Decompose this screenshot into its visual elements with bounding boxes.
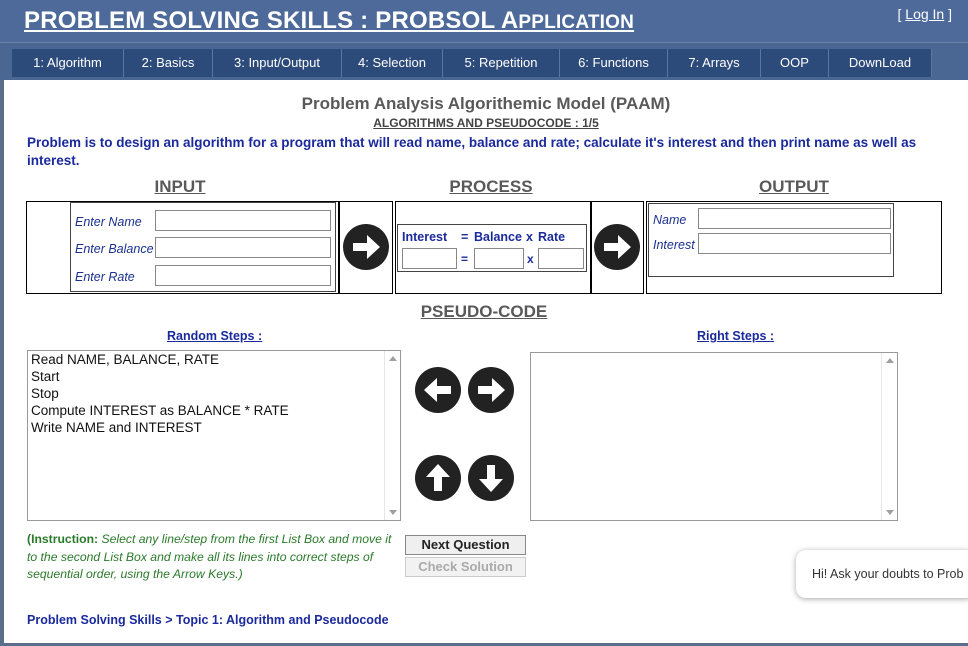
chat-prompt: Hi! Ask your doubts to Prob xyxy=(812,567,964,581)
instruction-prefix: ( xyxy=(27,532,32,546)
nav-bar xyxy=(0,42,968,80)
arrow-box-1 xyxy=(339,201,393,294)
instruction-body: Select any line/step from the first List Box and move it to the second List Box and make all its lines into correct steps of sequential order, using the Arrow Keys.) xyxy=(27,532,392,581)
process-interest-label: Interest xyxy=(402,230,448,244)
input-section-label: INPUT xyxy=(154,177,206,196)
app-title xyxy=(24,7,634,35)
chat-widget[interactable] xyxy=(796,550,968,598)
output-name-field[interactable] xyxy=(698,208,891,229)
nav-menu xyxy=(12,49,932,77)
enter-name-input[interactable] xyxy=(155,210,331,231)
process-balance-input[interactable] xyxy=(474,248,524,269)
next-question-button[interactable]: Next Question xyxy=(405,535,526,555)
move-down-button[interactable] xyxy=(468,455,514,501)
list-item[interactable]: Start xyxy=(31,369,60,384)
move-left-button[interactable] xyxy=(415,367,461,413)
output-interest-label: Interest xyxy=(653,238,695,252)
process-eq-label: = xyxy=(461,230,469,244)
arrow-down-icon xyxy=(468,455,514,501)
list-item[interactable]: Read NAME, BALANCE, RATE xyxy=(31,352,220,367)
output-box xyxy=(646,201,942,294)
problem-statement: Problem is to design an algorithm for a program that will read name, balance and rate; calculate it's interest and then print name as well as interest. xyxy=(27,135,917,168)
process-inner-box xyxy=(397,224,587,272)
arrow-box-2 xyxy=(590,201,644,294)
right-steps-label: Right Steps : xyxy=(697,329,775,343)
random-steps-listbox[interactable] xyxy=(27,350,401,521)
breadcrumb-separator: > xyxy=(161,613,177,627)
enter-balance-label: Enter Balance xyxy=(75,242,154,256)
enter-balance-input[interactable] xyxy=(155,237,331,258)
input-inner-box xyxy=(70,202,336,292)
arrow-left-icon xyxy=(415,367,461,413)
nav-item-basics[interactable]: 2: Basics xyxy=(124,49,213,77)
page-subtitle: ALGORITHMS AND PSEUDOCODE : 1/5 xyxy=(373,116,599,130)
move-right-button[interactable] xyxy=(468,367,514,413)
arrow-right-icon xyxy=(594,224,640,270)
login-link[interactable]: Log In xyxy=(905,6,945,22)
arrow-right-icon xyxy=(468,367,514,413)
process-x-op: x xyxy=(527,252,534,266)
arrow-right-icon xyxy=(343,224,389,270)
input-box xyxy=(26,201,339,294)
instruction-text xyxy=(27,531,403,584)
process-rate-input[interactable] xyxy=(538,248,584,269)
arrow-up-icon xyxy=(415,455,461,501)
nav-item-arrays[interactable]: 7: Arrays xyxy=(668,49,761,77)
breadcrumb-current[interactable]: Topic 1: Algorithm and Pseudocode xyxy=(176,613,389,627)
right-steps-scrollbar[interactable] xyxy=(881,353,897,520)
nav-item-input-output[interactable]: 3: Input/Output xyxy=(213,49,342,77)
random-steps-scrollbar[interactable] xyxy=(384,351,400,520)
process-box xyxy=(395,201,592,294)
nav-item-selection[interactable]: 4: Selection xyxy=(342,49,443,77)
right-steps-listbox[interactable] xyxy=(530,352,898,521)
scroll-down-icon[interactable] xyxy=(389,510,397,515)
app-title-main: PROBLEM SOLVING SKILLS : PROBSOL A xyxy=(24,7,519,34)
output-section-label: OUTPUT xyxy=(759,177,829,196)
instruction-bold: Instruction: xyxy=(31,532,99,546)
page-title: Problem Analysis Algorithemic Model (PAAM) xyxy=(301,94,671,113)
process-section-label: PROCESS xyxy=(449,177,533,196)
scroll-up-icon[interactable] xyxy=(886,358,894,363)
random-steps-label: Random Steps : xyxy=(167,329,263,343)
enter-name-label: Enter Name xyxy=(75,215,142,229)
list-item[interactable]: Compute INTEREST as BALANCE * RATE xyxy=(31,403,289,418)
nav-item-repetition[interactable]: 5: Repetition xyxy=(443,49,560,77)
process-balance-label: Balance xyxy=(474,230,522,244)
login-bracket-open: [ xyxy=(897,6,906,22)
login-area xyxy=(898,6,953,22)
list-item[interactable]: Stop xyxy=(31,386,59,401)
scroll-up-icon[interactable] xyxy=(389,356,397,361)
process-eq-op: = xyxy=(461,252,469,266)
nav-item-oop[interactable]: OOP xyxy=(761,49,829,77)
app-title-small: PPLICATION xyxy=(518,12,635,33)
app-header xyxy=(0,0,968,42)
output-inner-box xyxy=(648,203,894,277)
list-item[interactable]: Write NAME and INTEREST xyxy=(31,420,202,435)
login-bracket-close: ] xyxy=(944,6,952,22)
check-solution-button[interactable]: Check Solution xyxy=(405,557,526,577)
move-up-button[interactable] xyxy=(415,455,461,501)
breadcrumb xyxy=(27,613,389,627)
process-rate-label: Rate xyxy=(538,230,566,244)
random-steps-list xyxy=(28,351,400,436)
pseudocode-section-label: PSEUDO-CODE xyxy=(420,302,548,321)
process-interest-input[interactable] xyxy=(402,248,457,269)
process-x-label: x xyxy=(526,230,533,244)
scroll-down-icon[interactable] xyxy=(886,510,894,515)
nav-item-download[interactable]: DownLoad xyxy=(829,49,932,77)
output-interest-field[interactable] xyxy=(698,233,891,254)
enter-rate-label: Enter Rate xyxy=(75,270,135,284)
breadcrumb-root[interactable]: Problem Solving Skills xyxy=(27,613,162,627)
nav-item-algorithm[interactable]: 1: Algorithm xyxy=(12,49,124,77)
nav-item-functions[interactable]: 6: Functions xyxy=(560,49,668,77)
output-name-label: Name xyxy=(653,213,687,227)
enter-rate-input[interactable] xyxy=(155,265,331,286)
